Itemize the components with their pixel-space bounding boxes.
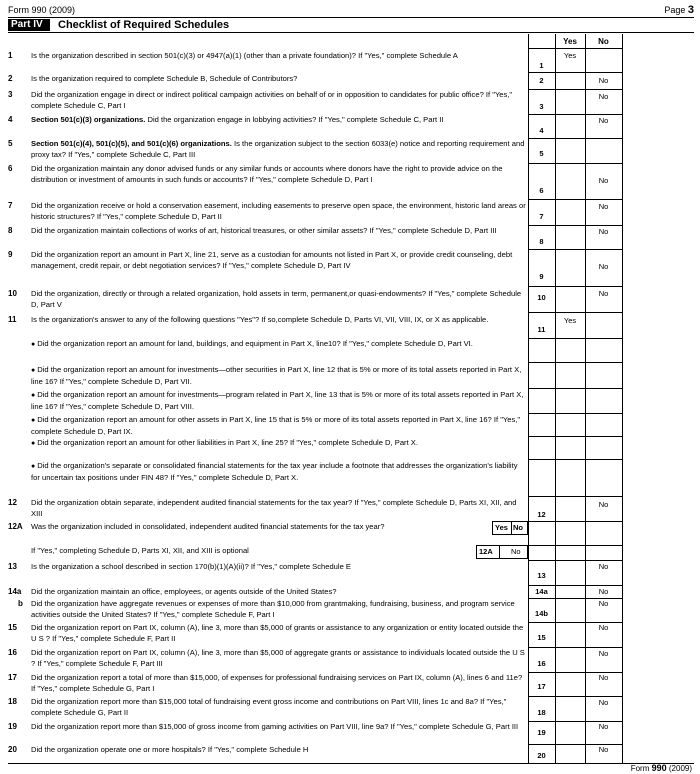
question-text: ● Did the organization's separate or consolidated financial statements for the tax year include a footnote that addresses the organization's liability for uncertain tax positions under FIN 48? If "Yes," complete Schedule D, Part X.: [31, 461, 518, 482]
no-answer: No: [598, 587, 609, 596]
line-number: 14a: [8, 587, 22, 596]
line-number: 6: [8, 164, 13, 173]
checklist-row: [0, 745, 700, 759]
question-text: ● Did the organization report an amount for investments—other securities in Part X, line 12 that is 5% or more of its total assets reported in Part X, line 16? If "Yes," complete Schedule D, Part VII.: [31, 365, 522, 386]
grid-line: [528, 672, 622, 673]
no-answer: No: [598, 92, 609, 101]
line-reference: 14b: [535, 609, 548, 618]
question-text: Did the organization report more than $15,000 of gross income from gaming activities on Part VIII, line 9a? If "Yes," complete Schedule G, Part III: [31, 722, 519, 731]
grid-line: [528, 647, 622, 648]
checklist-row: [0, 648, 700, 670]
question-text: Did the organization report an amount in Part X, line 21, serve as a custodian for amounts not listed in Part X, or provide credit counseling, debt management, credit repair, or debt negotiation services? If "Yes," complete Schedule D, Part IV: [31, 250, 513, 270]
question-text: Section 501(c)(3) organizations. Did the organization engage in lobbying activities? If "Yes," complete Schedule C, Part II: [31, 115, 444, 124]
line-number: 12A: [8, 522, 23, 531]
grid-line: [528, 388, 622, 389]
checklist-row: [0, 546, 700, 560]
grid-line: [528, 362, 622, 363]
line-number: 9: [8, 250, 13, 259]
question-text: If "Yes," completing Schedule D, Parts XI, XII, and XIII is optional: [31, 546, 249, 555]
line-reference: 10: [537, 293, 546, 302]
grid-line: [528, 249, 622, 250]
line-reference: 7: [539, 212, 544, 221]
line-reference: 19: [537, 728, 546, 737]
grid-line: [528, 225, 622, 226]
question-text: Did the organization maintain an office, employees, or agents outside of the United States?: [31, 587, 337, 596]
no-answer: No: [598, 227, 609, 236]
checklist-row: [0, 250, 700, 286]
no-answer: No: [598, 289, 609, 298]
checklist-row: [0, 697, 700, 719]
question-text: Did the organization maintain any donor advised funds or any similar funds or accounts where donors have the right to provide advice on the distribution or investment of amounts in such funds or accounts? If "Yes," complete Schedule D, Part I: [31, 164, 503, 184]
line-12a-answer-box: Yes No: [492, 521, 528, 535]
line-number: 4: [8, 115, 13, 124]
no-answer: No: [598, 176, 609, 185]
question-text: Did the organization obtain separate, independent audited financial statements for the tax year? If "Yes," complete Schedule D, Parts XI, XII, and XIII: [31, 498, 517, 518]
line-number: 8: [8, 226, 13, 235]
no-answer: No: [598, 745, 609, 754]
line-reference: 1: [539, 61, 544, 70]
question-text: Is the organization a school described in section 170(b)(1)(A)(ii)? If "Yes," complete Schedule E: [31, 562, 351, 571]
line-number: b: [18, 599, 23, 608]
line-reference: 16: [537, 659, 546, 668]
line-number: 18: [8, 697, 17, 706]
line-number: 19: [8, 722, 17, 731]
question-text: Is the organization required to complete Schedule B, Schedule of Contributors?: [31, 74, 298, 83]
line-number: 12: [8, 498, 17, 507]
question-text: ● Did the organization report an amount for other liabilities in Part X, line 25? If "Yes," complete Schedule D, Part X.: [31, 438, 418, 447]
checklist-row: [0, 51, 700, 72]
line-number: 16: [8, 648, 17, 657]
grid-line: [528, 312, 622, 313]
form-label: Form 990 (2009): [8, 5, 76, 15]
grid-line: [528, 545, 622, 546]
checklist-row: [0, 201, 700, 223]
grid-line: [528, 521, 622, 522]
line-reference: 2: [539, 76, 544, 85]
no-answer: No: [598, 649, 609, 658]
line-number: 11: [8, 315, 17, 324]
checklist-row: [0, 339, 700, 361]
grid-line: [528, 744, 622, 745]
line-reference: 18: [537, 708, 546, 717]
part-tag: Part IV: [8, 19, 50, 31]
line-12a-box: 12A No: [476, 545, 528, 559]
question-text: Did the organization maintain collections of works of art, historical treasures, or other similar assets? If "Yes," complete Schedule D, Part III: [31, 226, 497, 235]
grid-line: [528, 138, 622, 139]
bullet-icon: ●: [31, 367, 38, 374]
no-answer: No: [598, 500, 609, 509]
line-number: 15: [8, 623, 17, 632]
checklist-row: [0, 415, 700, 436]
checklist-row: [0, 164, 700, 198]
line-reference: 17: [537, 682, 546, 691]
grid-line: [528, 560, 622, 561]
checklist-row: [0, 365, 700, 387]
line-reference: 11: [537, 325, 546, 334]
grid-line: [528, 598, 622, 599]
question-text: Did the organization operate one or more hospitals? If "Yes," complete Schedule H: [31, 745, 309, 754]
checklist-row: [0, 226, 700, 248]
checklist-row: [0, 438, 700, 459]
checklist-row: [0, 623, 700, 645]
question-text: ● Did the organization report an amount for investments—program related in Part X, line 13 that is 5% or more of its total assets reported in Part X, line 16? If "Yes," complete Schedule D, Part VIII.: [31, 390, 524, 411]
question-text: Is the organization's answer to any of the following questions "Yes"? If so,complete Schedule D, Parts VI, VII, VIII, IX, or X as applicable.: [31, 315, 489, 324]
checklist-row: [0, 315, 700, 337]
grid-line: [528, 622, 622, 623]
part-title: Checklist of Required Schedules: [58, 19, 230, 31]
question-text: ● Did the organization report an amount for other assets in Part X, line 15 that is 5% or more of its total assets reported in Part X, line 16? If "Yes," complete Schedule D, Part IX.: [31, 415, 521, 436]
grid-line: [528, 163, 622, 164]
grid-line: [528, 459, 622, 460]
question-text: Section 501(c)(4), 501(c)(5), and 501(c)(6) organizations. Is the organization subject to the section 6033(e) notice and reporting requirement and proxy tax? If "Yes," complete Schedule C, Part III: [31, 139, 525, 159]
checklist-row: [0, 461, 700, 495]
no-answer: No: [598, 202, 609, 211]
checklist-row: [0, 390, 700, 412]
line-reference: 20: [537, 751, 546, 760]
grid-line: [528, 696, 622, 697]
line-number: 13: [8, 562, 17, 571]
question-text: Did the organization report a total of more than $15,000, of expenses for professional fundraising services on Part IX, column (A), lines 6 and 11e? If "Yes," complete Schedule G, Part I: [31, 673, 523, 693]
question-text: Was the organization included in consolidated, independent audited financial statements for the tax year?: [31, 522, 385, 531]
page-footer: Form 990 (2009): [630, 763, 692, 773]
line-reference: 3: [539, 102, 544, 111]
question-text: Did the organization, directly or through a related organization, hold assets in term, permanent,or quasi-endowments? If "Yes," complete Schedule D, Part V: [31, 289, 522, 309]
checklist-row: [0, 139, 700, 161]
line-number: 17: [8, 673, 17, 682]
grid-line: [528, 72, 622, 73]
question-text: Did the organization report on Part IX, column (A), line 3, more than $5,000 of grants or assistance to any organization or entity located outside the U S ? If "Yes," complete Schedule F, Part II: [31, 623, 524, 643]
bullet-icon: ●: [31, 463, 38, 470]
line-reference: 12: [537, 510, 546, 519]
question-text: ● Did the organization report an amount for land, buildings, and equipment in Part X, line10? If "Yes," complete Schedule D, Part VI.: [31, 339, 473, 348]
no-answer: No: [598, 599, 609, 608]
grid-line: [528, 338, 622, 339]
yes-column-header: Yes: [563, 37, 577, 46]
checklist-row: [0, 74, 700, 87]
checklist-row: [0, 90, 700, 113]
line-number: 2: [8, 74, 13, 83]
grid-line: [528, 114, 622, 115]
bullet-icon: ●: [31, 440, 38, 447]
line-reference: 8: [539, 237, 544, 246]
bullet-icon: ●: [31, 341, 38, 348]
no-column-header: No: [598, 37, 609, 46]
line-reference: 14a: [535, 587, 548, 596]
no-answer: No: [598, 722, 609, 731]
no-answer: No: [598, 76, 609, 85]
question-text: Did the organization receive or hold a conservation easement, including easements to preserve open space, the environment, historic land areas or historic structures? If "Yes," complete Schedule D, Part II: [31, 201, 526, 221]
line-number: 20: [8, 745, 17, 754]
bullet-icon: ●: [31, 392, 38, 399]
line-number: 7: [8, 201, 13, 210]
no-answer: No: [598, 673, 609, 682]
yes-answer: Yes: [563, 51, 577, 60]
checklist-row: [0, 115, 700, 137]
checklist-row: [0, 522, 700, 536]
grid-line: [528, 199, 622, 200]
line-reference: 15: [537, 633, 546, 642]
line-reference: 9: [539, 272, 544, 281]
line-reference: 13: [537, 571, 546, 580]
line-reference: 5: [539, 149, 544, 158]
no-answer: No: [598, 116, 609, 125]
grid-line: [528, 496, 622, 497]
question-text: Did the organization report on Part IX, column (A), line 3, more than $5,000 of aggregate grants or assistance to individuals located outside the U S ? If "Yes," complete Schedule F, Part III: [31, 648, 525, 668]
line-reference: 4: [539, 126, 544, 135]
no-answer: No: [598, 623, 609, 632]
checklist-row: [0, 289, 700, 309]
grid-line: [528, 89, 622, 90]
checklist-row: [0, 722, 700, 744]
page-number: Page 3: [664, 4, 694, 16]
bullet-icon: ●: [31, 417, 38, 424]
line-number: 1: [8, 51, 13, 60]
line-number: 10: [8, 289, 17, 298]
grid-line: [528, 286, 622, 287]
question-text: Did the organization engage in direct or indirect political campaign activities on behalf of or in opposition to candidates for public office? If "Yes," complete Schedule C, Part I: [31, 90, 513, 110]
checklist-row: [0, 599, 700, 621]
yes-answer: Yes: [563, 316, 577, 325]
checklist-row: [0, 562, 700, 580]
grid-line: [528, 585, 622, 586]
question-text: Is the organization described in section 501(c)(3) or 4947(a)(1) (other than a private foundation)? If "Yes," complete Schedule A: [31, 51, 458, 60]
line-number: 5: [8, 139, 13, 148]
checklist-row: [0, 673, 700, 695]
question-text: Did the organization report more than $15,000 total of fundraising event gross income and contributions on Part VIII, lines 1c and 8a? If "Yes," complete Schedule G, Part II: [31, 697, 507, 717]
grid-line: [528, 436, 622, 437]
question-text: Did the organization have aggregate revenues or expenses of more than $10,000 from grantmaking, fundraising, business, and program service activities outside the United States? If "Yes," complete Schedule F, Part I: [31, 599, 515, 619]
checklist-row: [0, 498, 700, 520]
grid-line: [528, 413, 622, 414]
line-reference: 6: [539, 186, 544, 195]
no-answer: No: [598, 698, 609, 707]
no-answer: No: [598, 562, 609, 571]
line-number: 3: [8, 90, 13, 99]
no-answer: No: [598, 262, 609, 271]
grid-line: [528, 721, 622, 722]
